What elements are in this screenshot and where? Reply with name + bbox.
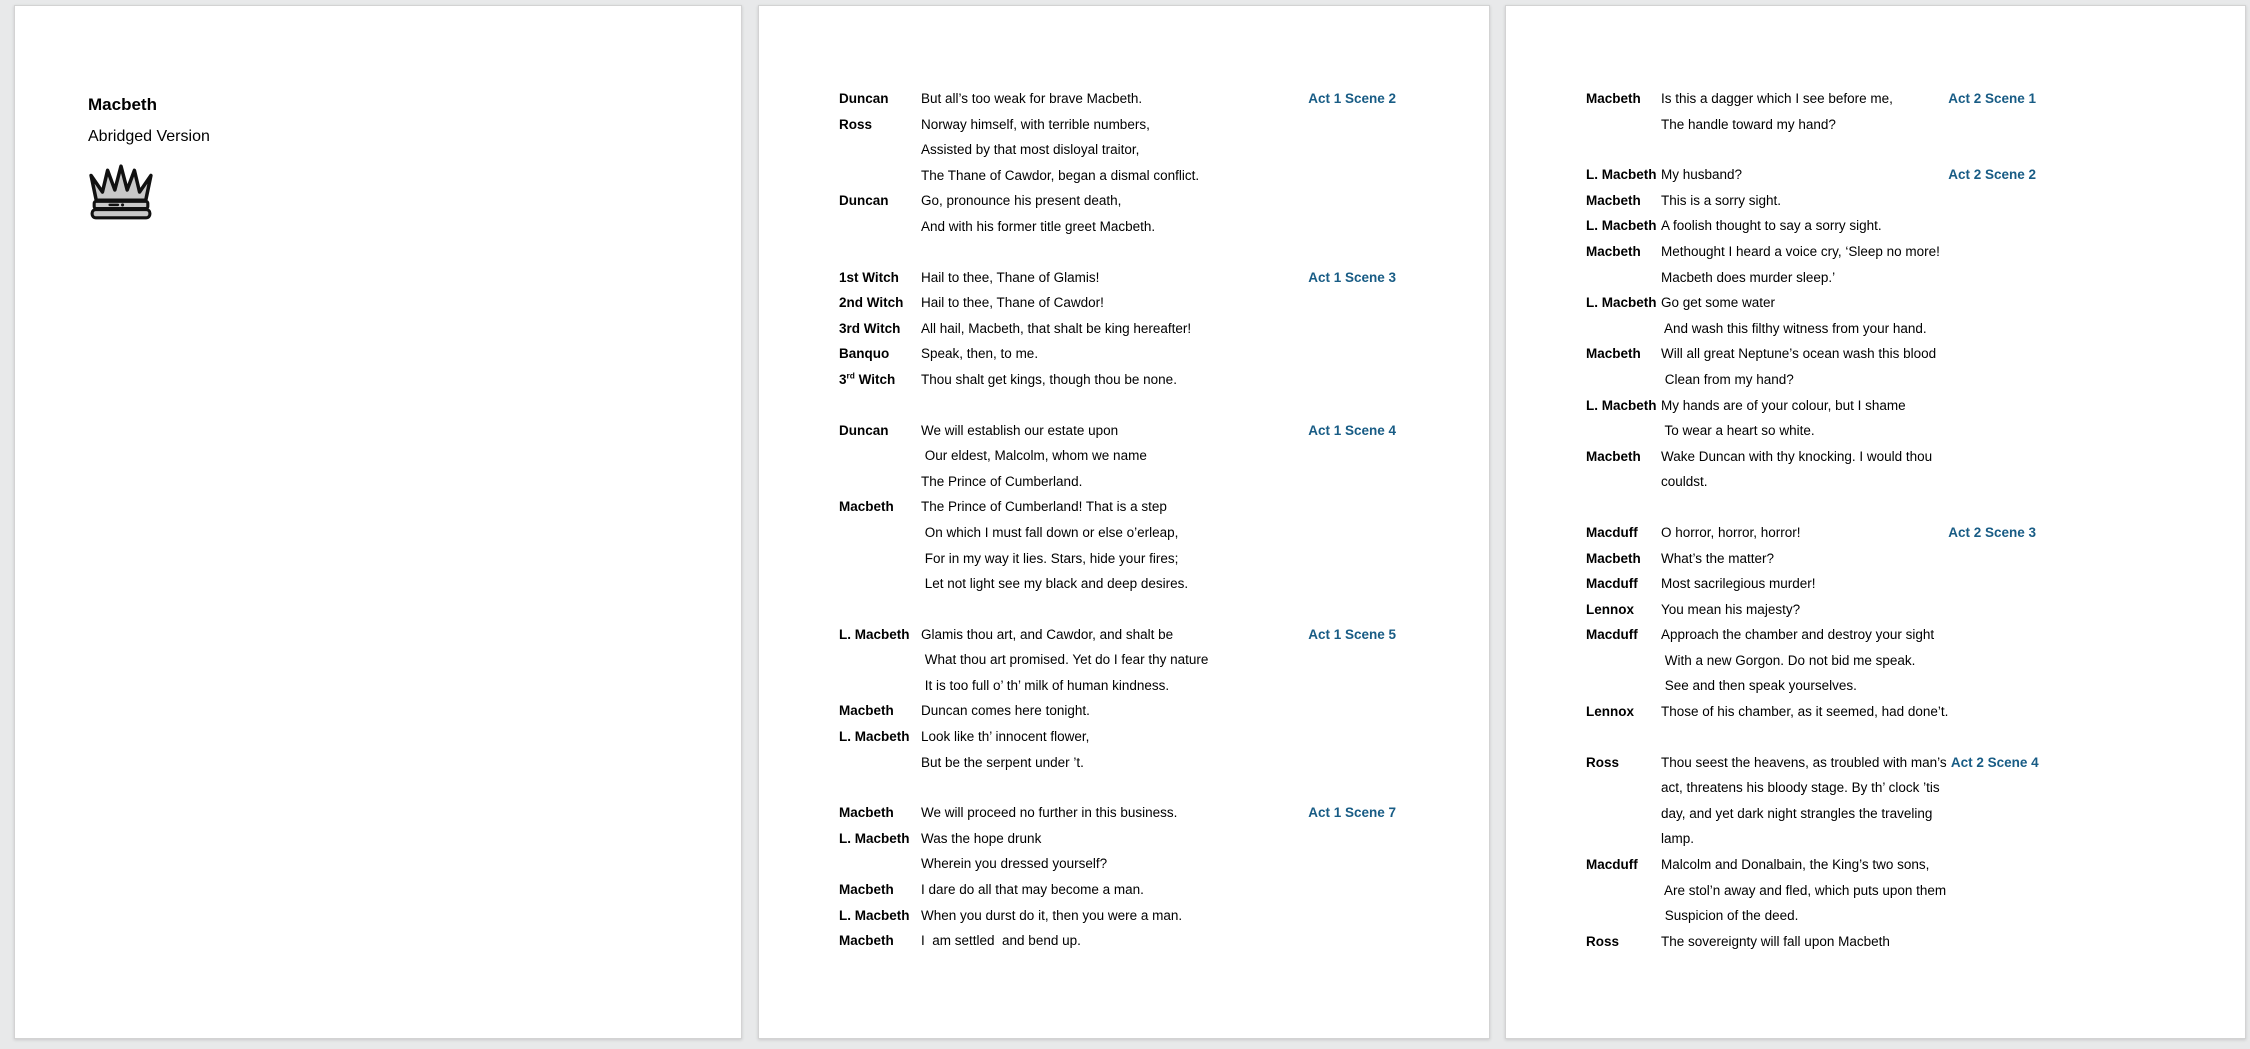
dialogue-row [1586, 750, 2039, 776]
scene-label: Act 1 Scene 7 [1308, 805, 1396, 821]
script-area [1506, 6, 2245, 954]
dialogue-text: Clean from my hand? [1661, 371, 1794, 387]
dialogue-text: We will establish our estate upon [921, 422, 1119, 438]
speaker-name: Macbeth [1586, 346, 1641, 362]
dialogue-row [1586, 571, 2036, 597]
scene-label: Act 2 Scene 3 [1948, 524, 2036, 540]
scene-label [1944, 112, 2036, 138]
scene-label [1944, 929, 2036, 955]
dialogue-text: And wash this filthy witness from your hand. [1661, 320, 1927, 336]
scene-label [1944, 188, 2036, 214]
document-title: Macbeth [88, 95, 157, 114]
dialogue-row [839, 316, 1396, 342]
dialogue-row [1586, 213, 2036, 239]
speaker-name [839, 214, 921, 240]
speaker-name [839, 851, 921, 877]
dialogue-text: Wherein you dressed yourself? [921, 856, 1108, 872]
speaker-name [839, 163, 921, 189]
dialogue-text: Go, pronounce his present death, [921, 193, 1122, 209]
dialogue-row [839, 367, 1396, 393]
speaker-name [839, 520, 921, 546]
speaker-name [1586, 265, 1661, 291]
dialogue-row [1586, 826, 2036, 852]
speaker-name: Banquo [839, 346, 890, 362]
speaker-name [1586, 826, 1661, 852]
speaker-name [1586, 878, 1661, 904]
dialogue-text: The Prince of Cumberland! That is a step [921, 499, 1167, 515]
speaker-name [1586, 673, 1661, 699]
script-content [1586, 86, 2039, 954]
speaker-name: 3rd Witch [839, 370, 896, 387]
dialogue-row [839, 698, 1396, 724]
speaker-name: Lennox [1586, 704, 1635, 720]
scene-label: Act 2 Scene 1 [1948, 91, 2036, 106]
speaker-name [839, 673, 921, 699]
dialogue-row [1586, 546, 2036, 572]
dialogue-row [839, 163, 1396, 189]
scene-label [1284, 520, 1396, 546]
dialogue-text: We will proceed no further in this business. [921, 805, 1178, 821]
dialogue-row [1586, 520, 2036, 546]
dialogue-row [839, 341, 1396, 367]
scene-label [1944, 852, 2036, 878]
speaker-name [839, 546, 921, 572]
speaker-name [1586, 903, 1661, 929]
dialogue-text: The sovereignty will fall upon Macbeth [1661, 933, 1890, 949]
dialogue-text: Is this a dagger which I see before me, [1661, 91, 1893, 106]
speaker-name: Macbeth [1586, 243, 1641, 259]
speaker-name: Macduff [1586, 576, 1638, 592]
dialogue-text: Approach the chamber and destroy your sight [1661, 627, 1935, 643]
script-page-3 [1505, 5, 2246, 1039]
scene-label [1284, 724, 1396, 750]
speaker-name: L. Macbeth [1586, 218, 1657, 234]
scene-label [1284, 698, 1396, 724]
dialogue-text: The handle toward my hand? [1661, 116, 1836, 132]
dialogue-row [1586, 801, 2036, 827]
dialogue-text: It is too full o’ th’ milk of human kindness. [921, 677, 1170, 693]
dialogue-text: Let not light see my black and deep desires. [921, 576, 1189, 592]
dialogue-text: But all’s too weak for brave Macbeth. [921, 91, 1143, 106]
dialogue-text: I am settled and bend up. [921, 933, 1081, 949]
dialogue-row [839, 494, 1396, 520]
dialogue-text: A foolish thought to say a sorry sight. [1661, 218, 1882, 234]
dialogue-text: What thou art promised. Yet do I fear thy nature [921, 652, 1209, 668]
scene-label [1944, 341, 2036, 367]
scene-label [1944, 239, 2036, 265]
dialogue-row [1586, 316, 2036, 342]
scene-label [1284, 877, 1396, 903]
speaker-name: Macbeth [1586, 550, 1641, 566]
speaker-name: 2nd Witch [839, 295, 904, 311]
scene-label [1284, 673, 1396, 699]
dialogue-text: O horror, horror, horror! [1661, 524, 1801, 540]
dialogue-text: Macbeth does murder sleep.’ [1661, 269, 1836, 285]
scene-label [1944, 571, 2036, 597]
speaker-name: Macbeth [839, 499, 894, 515]
scene-label: Act 1 Scene 5 [1308, 626, 1396, 642]
dialogue-text: couldst. [1661, 474, 1708, 490]
dialogue-row [839, 826, 1396, 852]
scene-block [839, 800, 1396, 954]
speaker-name: Macbeth [839, 933, 894, 949]
dialogue-text: Are stol’n away and fled, which puts upon them [1661, 882, 1947, 898]
dialogue-row [839, 443, 1396, 469]
speaker-name: Macbeth [1586, 448, 1641, 464]
scene-block [839, 622, 1396, 776]
scene-label [1944, 393, 2036, 419]
dialogue-row [1586, 852, 2036, 878]
dialogue-row [839, 112, 1396, 138]
speaker-name: Ross [839, 116, 873, 132]
dialogue-text: Duncan comes here tonight. [921, 703, 1090, 719]
dialogue-text: Methought I heard a voice cry, ‘Sleep no more! [1661, 243, 1940, 259]
dialogue-text: Suspicion of the deed. [1661, 908, 1799, 924]
dialogue-row [1586, 648, 2036, 674]
speaker-name: 1st Witch [839, 269, 899, 285]
scene-label [1944, 673, 2036, 699]
speaker-name: L. Macbeth [1586, 397, 1657, 413]
scene-label [1284, 571, 1396, 597]
dialogue-row [1586, 290, 2036, 316]
scene-block [1586, 520, 2036, 725]
dialogue-text: I dare do all that may become a man. [921, 882, 1144, 898]
scene-label [1284, 494, 1396, 520]
dialogue-row [839, 800, 1396, 826]
speaker-name: L. Macbeth [839, 729, 910, 745]
dialogue-text: lamp. [1661, 831, 1695, 847]
dialogue-text: And with his former title greet Macbeth. [921, 218, 1156, 234]
speaker-name: Macduff [1586, 627, 1638, 643]
speaker-name [1586, 648, 1661, 674]
crown-icon [88, 163, 154, 221]
scene-block [1586, 750, 2039, 955]
scene-label [1284, 341, 1396, 367]
dialogue-text: Will all great Neptune’s ocean wash this blood [1661, 346, 1937, 362]
dialogue-text: Wake Duncan with thy knocking. I would thou [1661, 448, 1933, 464]
dialogue-text: On which I must fall down or else o’erleap, [921, 524, 1179, 540]
scene-label [1944, 316, 2036, 342]
speaker-name: 3rd Witch [839, 320, 901, 336]
scene-block [839, 86, 1396, 240]
dialogue-text: Most sacrilegious murder! [1661, 576, 1816, 592]
scene-label [1944, 444, 2036, 470]
scene-label [1944, 546, 2036, 572]
dialogue-text: Go get some water [1661, 295, 1776, 311]
dialogue-text: day, and yet dark night strangles the traveling [1661, 805, 1933, 821]
scene-label [1284, 903, 1396, 929]
scene-label: Act 1 Scene 2 [1308, 91, 1396, 106]
dialogue-text: Thou shalt get kings, though thou be none. [921, 371, 1177, 387]
dialogue-text: Norway himself, with terrible numbers, [921, 116, 1150, 132]
scene-block [839, 418, 1396, 597]
dialogue-row [839, 520, 1396, 546]
speaker-name: Duncan [839, 193, 889, 209]
speaker-name: Macbeth [839, 703, 894, 719]
dialogue-row [839, 469, 1396, 495]
scene-label [1944, 903, 2036, 929]
speaker-name: Macbeth [1586, 192, 1641, 208]
dialogue-text: Those of his chamber, as it seemed, had done’t. [1661, 704, 1949, 720]
scene-block [1586, 162, 2036, 495]
scene-label [1944, 213, 2036, 239]
scene-label [1944, 418, 2036, 444]
dialogue-text: The Prince of Cumberland. [921, 473, 1083, 489]
scene-label [1944, 801, 2036, 827]
speaker-name: L. Macbeth [839, 830, 910, 846]
dialogue-row [1586, 673, 2036, 699]
speaker-name: Ross [1586, 754, 1620, 770]
dialogue-row [839, 418, 1396, 444]
dialogue-row [1586, 418, 2036, 444]
dialogue-row [839, 647, 1396, 673]
dialogue-row [839, 86, 1396, 112]
dialogue-row [1586, 239, 2036, 265]
dialogue-row [839, 673, 1396, 699]
scene-label [1944, 597, 2036, 623]
dialogue-row [1586, 929, 2036, 955]
speaker-name: Ross [1586, 933, 1620, 949]
dialogue-row [839, 265, 1396, 291]
dialogue-text: act, threatens his bloody stage. By th’ clock ’tis [1661, 780, 1940, 796]
dialogue-row [1586, 903, 2036, 929]
dialogue-row [1586, 469, 2036, 495]
dialogue-row [839, 137, 1396, 163]
dialogue-row [839, 546, 1396, 572]
speaker-name [839, 137, 921, 163]
dialogue-text: Hail to thee, Thane of Glamis! [921, 269, 1100, 285]
dialogue-text: For in my way it lies. Stars, hide your fires; [921, 550, 1179, 566]
dialogue-text: Assisted by that most disloyal traitor, [921, 142, 1140, 158]
script-page-2 [758, 5, 1490, 1039]
dialogue-row [1586, 597, 2036, 623]
speaker-name [839, 469, 921, 495]
dialogue-text: My husband? [1661, 167, 1743, 183]
dialogue-row [839, 571, 1396, 597]
scene-label [1284, 647, 1396, 673]
scene-label [1944, 290, 2036, 316]
speaker-name: L. Macbeth [1586, 167, 1657, 183]
speaker-name: Macbeth [839, 882, 894, 898]
speaker-name: Duncan [839, 91, 889, 106]
scene-label [1284, 928, 1396, 954]
cover-page [14, 5, 742, 1039]
dialogue-row [1586, 86, 2036, 112]
dialogue-row [839, 188, 1396, 214]
speaker-name [1586, 316, 1661, 342]
dialogue-row [839, 622, 1396, 648]
scene-label [1284, 546, 1396, 572]
dialogue-text: Our eldest, Malcolm, whom we name [921, 448, 1147, 464]
scene-label [1284, 851, 1396, 877]
dialogue-text: My hands are of your colour, but I shame [1661, 397, 1906, 413]
dialogue-text: What’s the matter? [1661, 550, 1775, 566]
dialogue-text: But be the serpent under ’t. [921, 754, 1084, 770]
scene-label [1284, 112, 1396, 138]
scene-label [1284, 290, 1396, 316]
scene-label: Act 2 Scene 4 [1950, 754, 2039, 770]
scene-label [1948, 699, 2040, 725]
speaker-name: Duncan [839, 422, 889, 438]
script-area [759, 6, 1489, 954]
scene-label [1944, 826, 2036, 852]
speaker-name: Macduff [1586, 857, 1638, 873]
dialogue-row [1586, 622, 2036, 648]
speaker-name [839, 750, 921, 776]
dialogue-row [839, 877, 1396, 903]
dialogue-text: Glamis thou art, and Cawdor, and shalt be [921, 626, 1174, 642]
dialogue-text: To wear a heart so white. [1661, 423, 1815, 439]
dialogue-row [1586, 699, 2036, 725]
dialogue-text: Was the hope drunk [921, 830, 1042, 846]
scene-label [1284, 367, 1396, 393]
scene-label [1944, 265, 2036, 291]
speaker-name: Macduff [1586, 524, 1638, 540]
dialogue-text: This is a sorry sight. [1661, 192, 1782, 208]
dialogue-row [1586, 393, 2036, 419]
scene-label [1284, 443, 1396, 469]
scene-label [1946, 878, 2038, 904]
script-content [839, 86, 1396, 954]
speaker-name: Macbeth [839, 805, 894, 821]
dialogue-row [1586, 878, 2036, 904]
dialogue-text: The Thane of Cawdor, began a dismal conflict. [921, 167, 1200, 183]
speaker-name: Lennox [1586, 601, 1635, 617]
dialogue-text: Thou seest the heavens, as troubled with man’s [1661, 754, 1947, 770]
scene-label [1944, 469, 2036, 495]
dialogue-text: You mean his majesty? [1661, 601, 1801, 617]
dialogue-text: When you durst do it, then you were a man. [921, 907, 1183, 923]
speaker-name [1586, 775, 1661, 801]
scene-label [1944, 648, 2036, 674]
scene-label [1284, 750, 1396, 776]
scene-label [1944, 775, 2036, 801]
speaker-name: L. Macbeth [1586, 295, 1657, 311]
scene-label [1944, 622, 2036, 648]
dialogue-row [1586, 341, 2036, 367]
dialogue-row [839, 851, 1396, 877]
dialogue-text: Speak, then, to me. [921, 346, 1039, 362]
dialogue-row [1586, 367, 2036, 393]
dialogue-row [839, 750, 1396, 776]
scene-label [1944, 367, 2036, 393]
dialogue-text: Hail to thee, Thane of Cawdor! [921, 295, 1104, 311]
speaker-name: L. Macbeth [839, 626, 910, 642]
dialogue-text: Look like th’ innocent flower, [921, 729, 1090, 745]
speaker-name [839, 647, 921, 673]
dialogue-text: Malcolm and Donalbain, the King’s two sons, [1661, 857, 1930, 873]
dialogue-row [839, 724, 1396, 750]
scene-label: Act 1 Scene 3 [1308, 269, 1396, 285]
scene-label [1284, 316, 1396, 342]
dialogue-row [1586, 188, 2036, 214]
scene-block [839, 265, 1396, 393]
scene-label [1284, 188, 1396, 214]
dialogue-text: See and then speak yourselves. [1661, 678, 1857, 694]
scene-label [1284, 469, 1396, 495]
document-subtitle: Abridged Version [88, 128, 210, 145]
dialogue-row [839, 214, 1396, 240]
speaker-name [839, 443, 921, 469]
speaker-name [839, 571, 921, 597]
speaker-name: Macbeth [1586, 91, 1641, 106]
scene-label [1284, 826, 1396, 852]
dialogue-row [1586, 162, 2036, 188]
scene-label [1284, 214, 1396, 240]
speaker-name [1586, 801, 1661, 827]
dialogue-text: All hail, Macbeth, that shalt be king hereafter! [921, 320, 1192, 336]
dialogue-row [839, 290, 1396, 316]
scene-label [1284, 137, 1396, 163]
scene-label: Act 2 Scene 2 [1948, 167, 2036, 183]
dialogue-row [1586, 112, 2036, 138]
scene-block [1586, 86, 2036, 137]
speaker-name [1586, 469, 1661, 495]
dialogue-row [1586, 444, 2036, 470]
crown-image [88, 163, 701, 226]
dialogue-text: With a new Gorgon. Do not bid me speak. [1661, 652, 1916, 668]
speaker-name [1586, 112, 1661, 138]
dialogue-row [839, 903, 1396, 929]
dialogue-row [1586, 775, 2036, 801]
dialogue-row [1586, 265, 2036, 291]
speaker-name [1586, 418, 1661, 444]
scene-label: Act 1 Scene 4 [1308, 422, 1396, 438]
speaker-name: L. Macbeth [839, 907, 910, 923]
dialogue-row [839, 928, 1396, 954]
speaker-name [1586, 367, 1661, 393]
scene-label [1284, 163, 1396, 189]
